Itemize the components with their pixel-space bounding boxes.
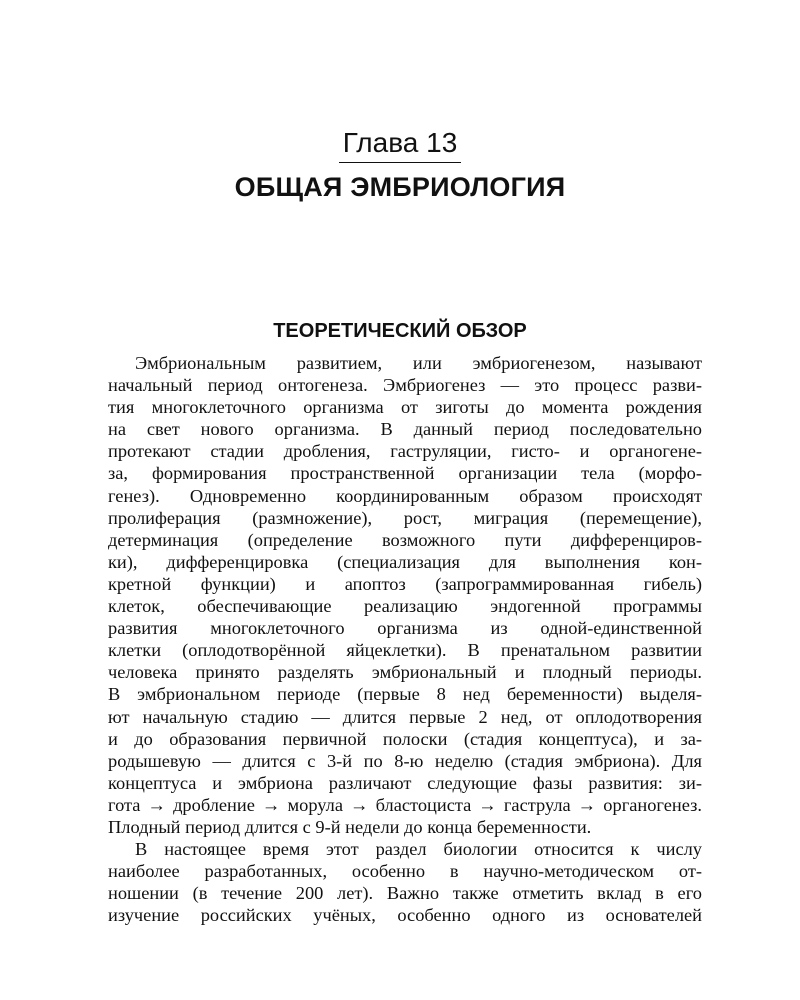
text-line: начальный период онтогенеза. Эмбриогенез — это процесс разви- [108, 375, 702, 396]
text-line: гота → дробление → морула → бластоциста → гаструла → органогенез. [108, 794, 702, 815]
chapter-title: ОБЩАЯ ЭМБРИОЛОГИЯ [234, 172, 566, 202]
text-line: человека принято разделять эмбриональный и плодный периоды. [108, 662, 702, 683]
text-line: родышевую — длится с 3-й по 8-ю неделю (стадия эмбриона). Для [108, 750, 702, 771]
chapter-label [0, 126, 800, 163]
paragraph-1 [108, 352, 702, 838]
text-line: клеток, обеспечивающие реализацию эндогенной программы [108, 596, 702, 617]
text-line: кретной функции) и апоптоз (запрограммированная гибель) [108, 573, 702, 594]
text-line: ношении (в течение 200 лет). Важно также отметить вклад в его [108, 883, 702, 904]
text-line: пролиферация (размножение), рост, миграция (перемещение), [108, 507, 702, 528]
text-line: ют начальную стадию — длится первые 2 нед, от оплодотворения [108, 706, 702, 727]
text-line: тия многоклеточного организма от зиготы до момента рождения [108, 397, 702, 418]
text-line: наиболее разработанных, особенно в научно-методическом от- [108, 861, 702, 882]
paragraph-2 [108, 838, 702, 926]
text-line: на свет нового организма. В данный период последовательно [108, 419, 702, 440]
body-text [108, 352, 702, 926]
text-line: клетки (оплодотворённой яйцеклетки). В пренатальном развитии [108, 640, 702, 661]
text-line: Эмбриональным развитием, или эмбриогенезом, называют [135, 353, 702, 373]
text-line: за, формирования пространственной организации тела (морфо- [108, 463, 702, 484]
text-line: концептуса и эмбриона различают следующие фазы развития: зи- [108, 772, 702, 793]
text-line: В настоящее время этот раздел биологии относится к числу [135, 839, 702, 860]
chapter-label-text: Глава 13 [339, 126, 462, 163]
text-line: генез). Одновременно координированным образом происходят [108, 485, 702, 506]
section-title: ТЕОРЕТИЧЕСКИЙ ОБЗОР [273, 320, 527, 342]
text-line: изучение российских учёных, особенно одного из основателей [108, 905, 702, 926]
text-line: и до образования первичной полоски (стадия концептуса), и за- [108, 728, 702, 749]
text-line: протекают стадии дробления, гаструляции, гисто- и органогене- [108, 441, 702, 462]
text-line: детерминация (определение возможного пути дифференциров- [108, 529, 702, 550]
text-line: В эмбриональном периоде (первые 8 нед беременности) выделя- [108, 684, 702, 705]
text-line: развития многоклеточного организма из одной-единственной [108, 618, 702, 639]
text-line: ки), дифференцировка (специализация для выполнения кон- [108, 551, 702, 572]
text-line: Плодный период длится с 9-й недели до конца беременности. [108, 816, 592, 837]
